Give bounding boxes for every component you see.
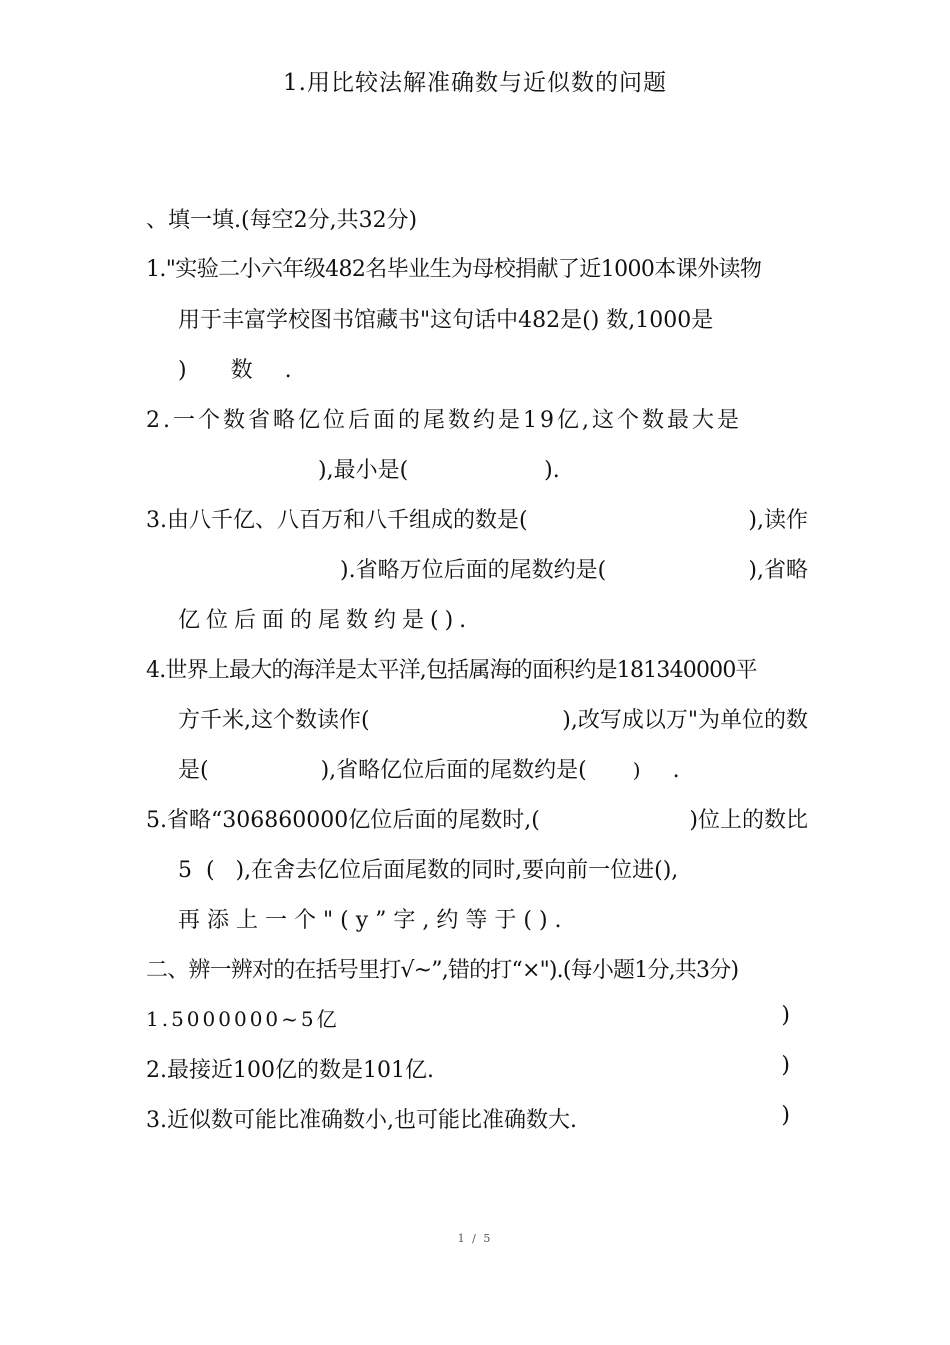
q4-part-a: 方千米,这个数读作( (178, 708, 370, 733)
page-title: 1.用比较法解准确数与近似数的问题 (283, 70, 667, 96)
question-5-line-2: 5 ( ),在舍去亿位后面尾数的同时,要向前一位进(), (178, 858, 679, 883)
question-5-line-3: 再添上一个"(y”字,约等于(). (178, 908, 569, 933)
question-3-line-2 (146, 553, 808, 584)
question-4-line-2 (178, 703, 808, 734)
judge-item (146, 1053, 808, 1084)
question-5-line-1 (146, 803, 808, 834)
q4-part-b: ),改写成以万"为单位的数 (562, 708, 808, 733)
judge-item-paren: ) (781, 1103, 790, 1128)
judge-item (146, 1103, 808, 1134)
judge-item-text: 3.近似数可能比准确数小,也可能比准确数大. (146, 1108, 577, 1133)
question-1-line-2: 用于丰富学校图书馆藏书"这句话中482是() 数,1000是 (178, 308, 714, 333)
section-heading-judge: 二、辨一辨对的在括号里打√~”,错的打“×").(每小题1分,共3分) (146, 958, 739, 983)
q1-paren: ) (178, 358, 187, 383)
q1-period: . (284, 358, 292, 383)
q2-part-b: ). (544, 458, 560, 483)
judge-item-text: 1.5000000~5亿 (146, 1007, 340, 1031)
page-number: 1 / 5 (457, 1232, 493, 1245)
question-4-line-3 (178, 753, 808, 784)
judge-item-paren: ) (781, 1003, 790, 1028)
q3-part-a: 3.由八千亿、八百万和八千组成的数是( (146, 508, 528, 533)
question-4-line-1: 4.世界上最大的海洋是太平洋,包括属海的面积约是181340000平 (146, 658, 757, 683)
q5-part-b: )位上的数比 (689, 808, 808, 833)
section-heading-fill-in: 、填一填.(每空2分,共32分) (146, 208, 418, 233)
q3-part-b: ),读作 (748, 508, 808, 533)
question-3-line-1 (146, 503, 808, 534)
question-3-line-3: 亿位后面的尾数约是(). (178, 608, 473, 633)
judge-item-text: 2.最接近100亿的数是101亿. (146, 1058, 434, 1083)
q1-word: 数 (230, 358, 253, 383)
question-2-line-2 (146, 453, 808, 484)
q2-part-a: ),最小是( (318, 458, 409, 483)
q5-part-a: 5.省略“306860000亿位后面的尾数时,( (146, 808, 540, 833)
question-1-line-1: 1."实验二小六年级482名毕业生为母校捐献了近1000本课外读物 (146, 257, 762, 282)
question-1-line-3 (178, 353, 808, 384)
judge-item (146, 1003, 808, 1032)
q4-part-d: ),省略亿位后面的尾数约是( (320, 758, 587, 783)
q4-part-f: . (672, 758, 680, 783)
judge-item-paren: ) (781, 1053, 790, 1078)
question-2-line-1: 2.一个数省略亿位后面的尾数约是19亿,这个数最大是 (146, 408, 742, 433)
q4-part-e: ) (632, 758, 641, 782)
q4-part-c: 是( (178, 758, 209, 783)
q3-part-c: ).省略万位后面的尾数约是( (340, 558, 607, 583)
q3-part-d: ),省略 (748, 558, 808, 583)
